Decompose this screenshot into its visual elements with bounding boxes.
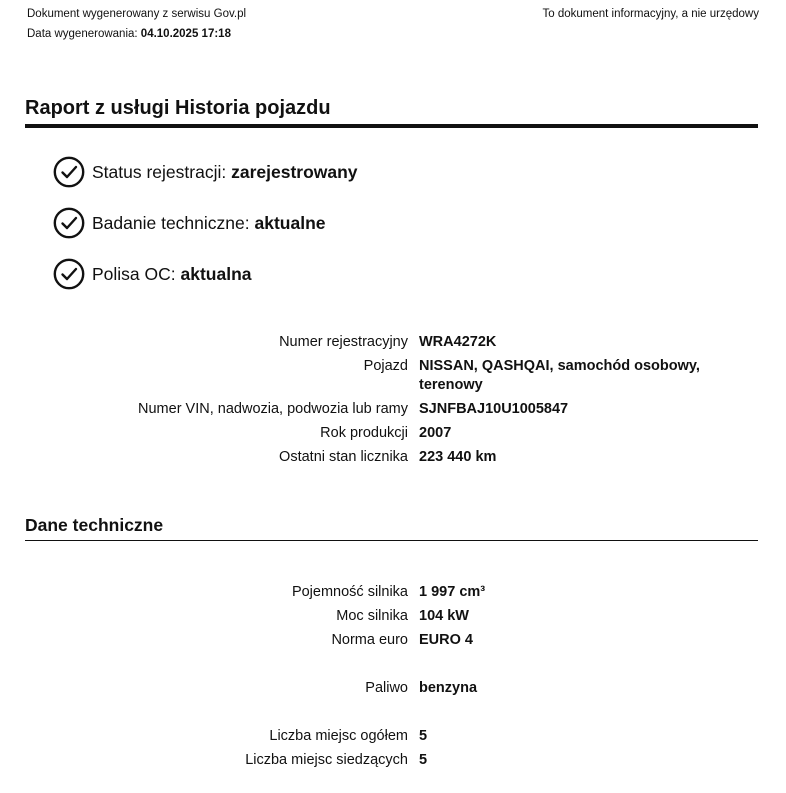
status-insurance xyxy=(53,257,358,291)
engine-capacity-value: 1 997 cm³ xyxy=(419,584,486,600)
registration-label: Numer rejestracyjny xyxy=(279,334,408,350)
info-notice: To dokument informacyjny, a nie urzędowy xyxy=(542,8,759,20)
vehicle-info-row-registration xyxy=(23,333,709,357)
check-circle-icon xyxy=(53,156,85,188)
engine-power-label: Moc silnika xyxy=(336,608,408,624)
vin-label: Numer VIN, nadwozia, podwozia lub ramy xyxy=(138,401,408,417)
engine-capacity-label: Pojemność silnika xyxy=(291,584,408,600)
technical-row-engine-power xyxy=(23,607,709,631)
year-label: Rok produkcji xyxy=(320,425,408,441)
vin-value: SJNFBAJ10U1005847 xyxy=(419,401,569,417)
vehicle-info-table xyxy=(23,333,709,472)
status-inspection-label: Badanie techniczne: xyxy=(92,212,250,233)
check-circle-icon xyxy=(53,258,85,290)
vehicle-info-row-vin xyxy=(23,400,709,424)
seats-sitting-value: 5 xyxy=(419,752,428,768)
technical-spacer xyxy=(23,655,709,679)
euro-norm-value: EURO 4 xyxy=(419,632,473,648)
vehicle-info-row-mileage xyxy=(23,448,709,472)
technical-row-seats-total xyxy=(23,727,709,751)
fuel-value: benzyna xyxy=(419,680,478,696)
status-inspection xyxy=(53,206,358,240)
technical-row-fuel xyxy=(23,679,709,703)
technical-row-euro-norm xyxy=(23,631,709,655)
title-divider xyxy=(25,124,758,128)
technical-spacer xyxy=(23,703,709,727)
fuel-label: Paliwo xyxy=(365,680,408,696)
vehicle-info-row-vehicle xyxy=(23,357,709,400)
status-registration-value: zarejestrowany xyxy=(231,161,358,182)
seats-total-label: Liczba miejsc ogółem xyxy=(269,728,408,744)
generation-date-label: Data wygenerowania: xyxy=(27,28,138,40)
status-insurance-label: Polisa OC: xyxy=(92,263,176,284)
engine-power-value: 104 kW xyxy=(419,608,469,624)
technical-row-seats-sitting xyxy=(23,751,709,775)
seats-sitting-label: Liczba miejsc siedzących xyxy=(245,752,408,768)
technical-data-table xyxy=(23,583,709,775)
seats-total-value: 5 xyxy=(419,728,428,744)
status-insurance-value: aktualna xyxy=(180,263,252,284)
page-title: Raport z usługi Historia pojazdu xyxy=(25,97,331,119)
vehicle-label: Pojazd xyxy=(363,358,408,374)
mileage-value: 223 440 km xyxy=(419,449,497,465)
vehicle-info-row-year xyxy=(23,424,709,448)
generation-date xyxy=(27,24,246,44)
year-value: 2007 xyxy=(419,425,452,441)
technical-row-engine-capacity xyxy=(23,583,709,607)
vehicle-value: NISSAN, QASHQAI, samochód osobowy, terenowy xyxy=(419,358,700,393)
document-header-left xyxy=(27,4,246,44)
technical-section-title: Dane techniczne xyxy=(25,515,164,535)
status-registration xyxy=(53,155,358,189)
status-list xyxy=(53,155,358,308)
technical-section-divider xyxy=(25,540,758,541)
source-text: Dokument wygenerowany z serwisu Gov.pl xyxy=(27,8,247,20)
registration-value: WRA4272K xyxy=(419,334,497,350)
generation-date-value: 04.10.2025 17:18 xyxy=(140,28,231,40)
euro-norm-label: Norma euro xyxy=(331,632,408,648)
mileage-label: Ostatni stan licznika xyxy=(279,449,408,465)
check-circle-icon xyxy=(53,207,85,239)
status-registration-label: Status rejestracji: xyxy=(92,161,227,182)
status-inspection-value: aktualne xyxy=(254,212,326,233)
